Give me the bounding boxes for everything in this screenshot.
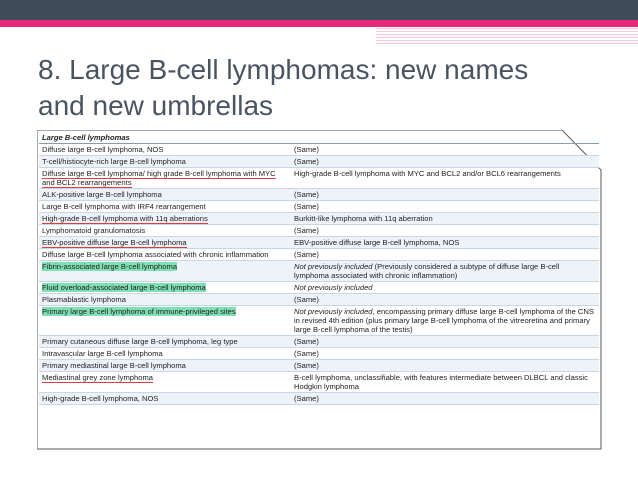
new-name-text: Primary mediastinal large B-cell lymphoma xyxy=(42,361,186,370)
table-row xyxy=(39,261,599,282)
cell-new-name xyxy=(39,225,291,237)
new-name-text: Diffuse large B-cell lymphoma/ high grade B-cell lymphoma with MYC and BCL2 rearrangements xyxy=(42,169,276,187)
previous-name-text: (Same) xyxy=(294,361,319,370)
previous-name-text: (Same) xyxy=(294,250,319,259)
cell-previous-name xyxy=(291,201,599,213)
cell-previous-name xyxy=(291,348,599,360)
new-name-text: T-cell/histiocyte-rich large B-cell lymphoma xyxy=(42,157,186,166)
cell-previous-name xyxy=(291,261,599,282)
new-name-text: EBV-positive diffuse large B-cell lymphoma xyxy=(42,238,187,247)
not-previously-included-text: Not previously included xyxy=(294,283,373,292)
new-name-text: Primary cutaneous diffuse large B-cell lymphoma, leg type xyxy=(42,337,238,346)
decorative-hatch xyxy=(376,28,638,44)
accent-line xyxy=(0,20,638,27)
new-name-text: Diffuse large B-cell lymphoma associated with chronic inflammation xyxy=(42,250,269,259)
cell-new-name xyxy=(39,306,291,336)
new-name-text: ALK-positive large B-cell lymphoma xyxy=(42,190,162,199)
cell-new-name xyxy=(39,144,291,156)
cell-previous-name xyxy=(291,225,599,237)
previous-name-text: (Same) xyxy=(294,226,319,235)
table-row xyxy=(39,372,599,393)
new-name-text: Fibrin-associated large B-cell lymphoma xyxy=(42,262,178,271)
not-previously-included-text: Not previously included xyxy=(294,307,373,316)
cell-previous-name xyxy=(291,189,599,201)
lymphoma-table xyxy=(39,132,599,405)
cell-new-name xyxy=(39,393,291,405)
table-row xyxy=(39,144,599,156)
cell-new-name xyxy=(39,261,291,282)
new-name-text: Lymphomatoid granulomatosis xyxy=(42,226,146,235)
cell-previous-name xyxy=(291,393,599,405)
previous-name-text: (Previously considered a subtype of diffuse large B-cell lymphoma associated with chronic inflammation) xyxy=(294,262,560,280)
table-row xyxy=(39,189,599,201)
table-row xyxy=(39,282,599,294)
previous-name-text: (Same) xyxy=(294,337,319,346)
cell-previous-name xyxy=(291,249,599,261)
previous-name-text: B-cell lymphoma, unclassifiable, with features intermediate between DLBCL and classic Hodgkin lymphoma xyxy=(294,373,588,391)
cell-new-name xyxy=(39,282,291,294)
new-name-text: Intravascular large B-cell lymphoma xyxy=(42,349,163,358)
table-row xyxy=(39,249,599,261)
cell-new-name xyxy=(39,294,291,306)
previous-name-text: (Same) xyxy=(294,295,319,304)
table-row xyxy=(39,237,599,249)
cell-previous-name xyxy=(291,168,599,189)
cell-previous-name xyxy=(291,336,599,348)
not-previously-included-text: Not previously included xyxy=(294,262,373,271)
table-row xyxy=(39,225,599,237)
previous-name-text: EBV-positive diffuse large B-cell lymphoma, NOS xyxy=(294,238,460,247)
cell-previous-name xyxy=(291,282,599,294)
previous-name-text: Burkitt-like lymphoma with 11q aberration xyxy=(294,214,433,223)
previous-name-text: , encompassing primary diffuse large B-cell lymphoma of the CNS in revised 4th edition (plus primary large B-cell lymphoma of the vitreoretina and primary large B-cell lymphoma of the testis) xyxy=(294,307,594,334)
table-row xyxy=(39,393,599,405)
previous-name-text: High-grade B-cell lymphoma with MYC and BCL2 and/or BCL6 rearrangements xyxy=(294,169,561,178)
cell-previous-name xyxy=(291,294,599,306)
previous-name-text: (Same) xyxy=(294,349,319,358)
cell-previous-name xyxy=(291,237,599,249)
table-header: Large B-cell lymphomas xyxy=(39,132,599,144)
table-row xyxy=(39,336,599,348)
cell-new-name xyxy=(39,249,291,261)
cell-previous-name xyxy=(291,156,599,168)
slide-title xyxy=(38,52,618,124)
cell-new-name xyxy=(39,372,291,393)
new-name-text: Large B-cell lymphoma with IRF4 rearrangement xyxy=(42,202,206,211)
cell-new-name xyxy=(39,237,291,249)
new-name-text: High-grade B-cell lymphoma, NOS xyxy=(42,394,159,403)
previous-name-text: (Same) xyxy=(294,145,319,154)
previous-name-text: (Same) xyxy=(294,157,319,166)
table-row xyxy=(39,294,599,306)
table-row xyxy=(39,213,599,225)
lymphoma-table-image xyxy=(37,130,602,450)
previous-name-text: (Same) xyxy=(294,202,319,211)
cell-new-name xyxy=(39,168,291,189)
table-row xyxy=(39,360,599,372)
cell-new-name xyxy=(39,360,291,372)
cell-new-name xyxy=(39,201,291,213)
cell-previous-name xyxy=(291,360,599,372)
table-header-row xyxy=(39,132,599,144)
cell-previous-name xyxy=(291,144,599,156)
cell-new-name xyxy=(39,189,291,201)
cell-new-name xyxy=(39,348,291,360)
cell-new-name xyxy=(39,336,291,348)
table-row xyxy=(39,156,599,168)
table-row xyxy=(39,306,599,336)
new-name-text: Primary large B-cell lymphoma of immune-privileged sites xyxy=(42,307,236,316)
new-name-text: High-grade B-cell lymphoma with 11q aberrations xyxy=(42,214,208,223)
cell-new-name xyxy=(39,156,291,168)
cell-new-name xyxy=(39,213,291,225)
cell-previous-name xyxy=(291,372,599,393)
cell-previous-name xyxy=(291,213,599,225)
new-name-text: Diffuse large B-cell lymphoma, NOS xyxy=(42,145,164,154)
new-name-text: Fluid overload-associated large B-cell lymphoma xyxy=(42,283,206,292)
previous-name-text: (Same) xyxy=(294,190,319,199)
table-row xyxy=(39,201,599,213)
previous-name-text: (Same) xyxy=(294,394,319,403)
top-band xyxy=(0,0,638,20)
slide-title-line-1: 8. Large B-cell lymphomas: new names xyxy=(38,54,529,85)
slide-title-line-2: and new umbrellas xyxy=(38,90,274,121)
table-row xyxy=(39,168,599,189)
cell-previous-name xyxy=(291,306,599,336)
table-row xyxy=(39,348,599,360)
new-name-text: Mediastinal grey zone lymphoma xyxy=(42,373,154,382)
new-name-text: Plasmablastic lymphoma xyxy=(42,295,126,304)
